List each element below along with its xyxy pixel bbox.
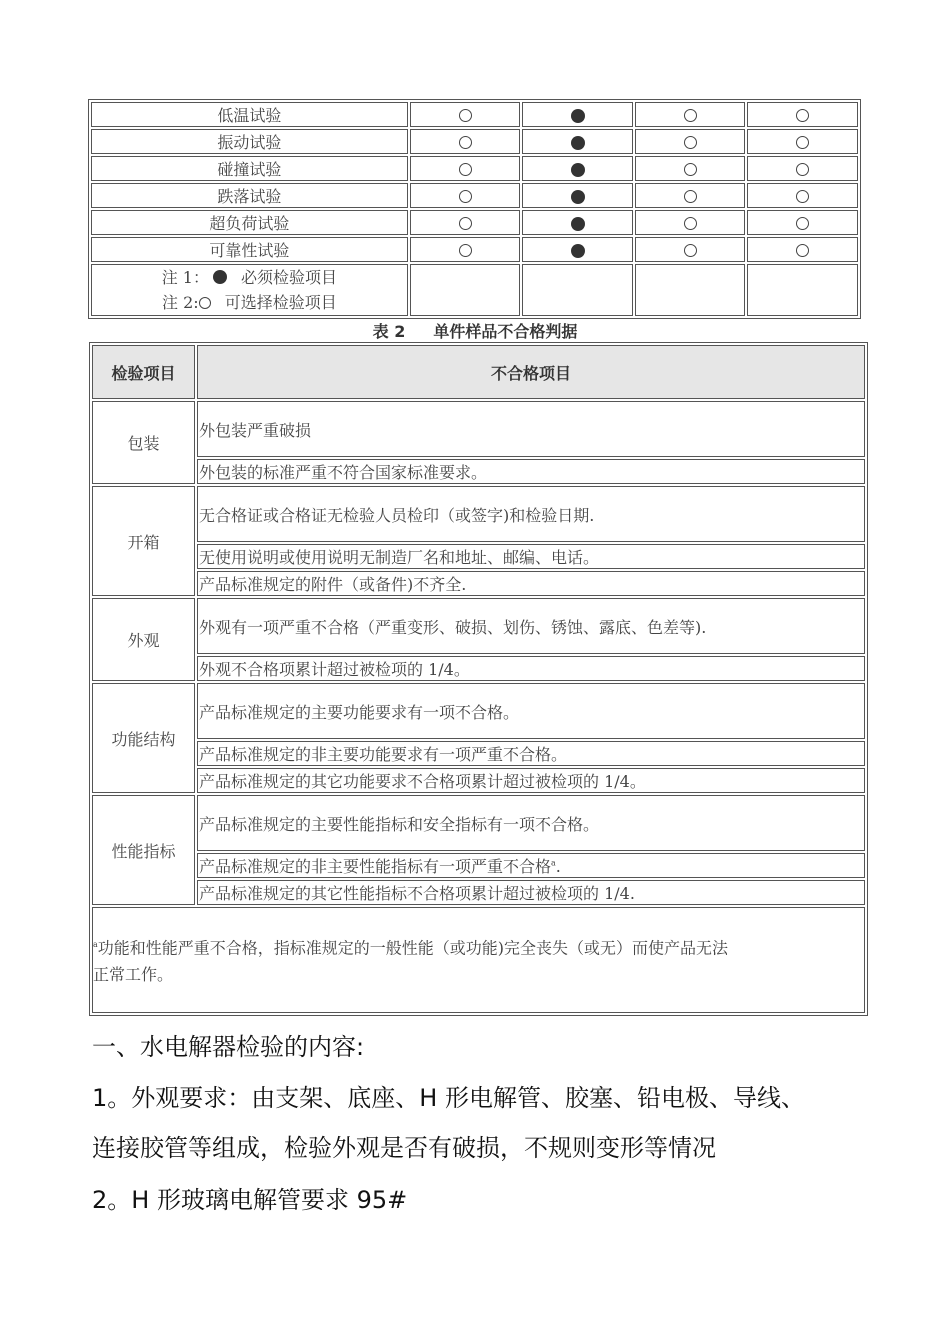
table-row [92, 486, 865, 542]
table-2-caption [0, 319, 950, 342]
mark-cell [635, 183, 746, 208]
note-2-prefix: 注 2: [162, 293, 199, 312]
mark-cell [522, 102, 633, 127]
table-row [92, 683, 865, 739]
mark-cell [635, 129, 746, 154]
mark-cell [747, 183, 858, 208]
table-row [92, 401, 865, 457]
category-cell: 功能结构 [92, 683, 195, 793]
mark-cell [522, 210, 633, 235]
criteria-cell [197, 656, 865, 681]
item-1-line-2: 连接胶管等组成，检验外观是否有破损，不规则变形等情况 [92, 1134, 716, 1162]
open-circle-icon [684, 163, 697, 176]
test-name: 可靠性试验 [91, 237, 408, 262]
header-nonconforming-item: 不合格项目 [197, 345, 865, 399]
open-circle-icon [684, 244, 697, 257]
test-name: 振动试验 [91, 129, 408, 154]
open-circle-icon [796, 244, 809, 257]
section-heading: 一、水电解器检验的内容: [92, 1033, 365, 1061]
filled-circle-icon [571, 190, 585, 204]
open-circle-icon [796, 109, 809, 122]
item-2: 2。H 形玻璃电解管要求 95# [92, 1186, 408, 1214]
criteria-cell [197, 880, 865, 905]
test-name: 低温试验 [91, 102, 408, 127]
empty-cell [635, 264, 746, 316]
criteria-cell [197, 853, 865, 878]
criteria-cell [197, 401, 865, 457]
table-row [92, 853, 865, 878]
empty-cell [410, 264, 521, 316]
open-circle-icon [684, 217, 697, 230]
test-row [91, 156, 858, 181]
criteria-cell [197, 459, 865, 484]
open-circle-icon [459, 109, 472, 122]
criteria-text: 产品标准规定的其它性能指标不合格项累计超过被检项的 1/4. [199, 884, 635, 903]
open-circle-icon [199, 297, 211, 309]
criteria-text: 产品标准规定的非主要功能要求有一项严重不合格。 [199, 745, 568, 764]
table-row [92, 880, 865, 905]
mark-cell [747, 129, 858, 154]
criteria-suffix: . [555, 857, 561, 876]
table-row [92, 741, 865, 766]
note-2-text: 可选择检验项目 [224, 293, 337, 312]
header-inspection-item: 检验项目 [92, 345, 195, 399]
mark-cell [410, 237, 521, 262]
open-circle-icon [684, 136, 697, 149]
test-row [91, 210, 858, 235]
test-row [91, 237, 858, 262]
test-row [91, 102, 858, 127]
mark-cell [522, 129, 633, 154]
nonconformity-criteria-table [89, 342, 868, 1016]
filled-circle-icon [571, 163, 585, 177]
mark-cell [522, 183, 633, 208]
category-cell: 包装 [92, 401, 195, 484]
mark-cell [635, 102, 746, 127]
test-items-table [88, 99, 861, 319]
criteria-text: 无合格证或合格证无检验人员检印（或签字)和检验日期. [199, 505, 595, 525]
table-row [92, 544, 865, 569]
filled-circle-icon [571, 109, 585, 123]
empty-cell [747, 264, 858, 316]
open-circle-icon [459, 190, 472, 203]
open-circle-icon [796, 163, 809, 176]
mark-cell [747, 156, 858, 181]
open-circle-icon [459, 163, 472, 176]
mark-cell [747, 102, 858, 127]
criteria-text: 产品标准规定的附件（或备件)不齐全. [199, 575, 467, 594]
test-name: 超负荷试验 [91, 210, 408, 235]
open-circle-icon [684, 109, 697, 122]
table-2-title: 单件样品不合格判据 [433, 322, 578, 341]
filled-circle-icon [571, 244, 585, 258]
criteria-text: 无使用说明或使用说明无制造厂名和地址、邮编、电话。 [199, 548, 600, 567]
test-name: 碰撞试验 [91, 156, 408, 181]
test-name: 跌落试验 [91, 183, 408, 208]
criteria-cell [197, 768, 865, 793]
item-1-line-1: 1。外观要求：由支架、底座、H 形电解管、胶塞、铅电极、导线、 [92, 1084, 805, 1112]
mark-cell [410, 156, 521, 181]
notes-cell [91, 264, 408, 316]
test-row [91, 183, 858, 208]
criteria-cell [197, 486, 865, 542]
test-row [91, 129, 858, 154]
criteria-text: 外包装的标准严重不符合国家标准要求。 [199, 463, 488, 482]
mark-cell [410, 183, 521, 208]
note-1-prefix: 注 1： [161, 268, 209, 287]
footnote-text-1: 功能和性能严重不合格，指标准规定的一般性能（或功能)完全丧失（或无）而使产品无法 [97, 938, 729, 958]
footnote-text-2: 正常工作。 [93, 964, 174, 984]
footnote-row [92, 907, 865, 1013]
open-circle-icon [459, 217, 472, 230]
category-cell: 外观 [92, 598, 195, 681]
criteria-text: 产品标准规定的非主要性能指标有一项严重不合格 [199, 857, 552, 876]
criteria-cell [197, 683, 865, 739]
open-circle-icon [459, 244, 472, 257]
criteria-cell [197, 544, 865, 569]
criteria-cell [197, 598, 865, 654]
criteria-text: 产品标准规定的主要功能要求有一项不合格。 [199, 702, 520, 722]
mark-cell [635, 237, 746, 262]
open-circle-icon [796, 217, 809, 230]
criteria-text: 产品标准规定的主要性能指标和安全指标有一项不合格。 [199, 814, 600, 834]
mark-cell [747, 237, 858, 262]
table-row [92, 459, 865, 484]
note-1-text: 必须检验项目 [240, 268, 337, 287]
filled-circle-icon [571, 136, 585, 150]
empty-cell [522, 264, 633, 316]
table-row [92, 795, 865, 851]
category-cell: 性能指标 [92, 795, 195, 905]
mark-cell [522, 156, 633, 181]
table-header-row [92, 345, 865, 399]
criteria-text: 外观不合格项累计超过被检项的 1/4。 [199, 660, 470, 679]
table-row [92, 571, 865, 596]
criteria-text: 产品标准规定的其它功能要求不合格项累计超过被检项的 1/4。 [199, 772, 646, 791]
footnote [92, 907, 865, 1013]
mark-cell [522, 237, 633, 262]
open-circle-icon [796, 190, 809, 203]
mark-cell [410, 210, 521, 235]
mark-cell [635, 210, 746, 235]
table-row [92, 768, 865, 793]
filled-circle-icon [213, 270, 227, 284]
category-cell: 开箱 [92, 486, 195, 596]
open-circle-icon [796, 136, 809, 149]
mark-cell [410, 129, 521, 154]
notes-row [91, 264, 858, 316]
footnote-ref: a [551, 858, 556, 868]
mark-cell [747, 210, 858, 235]
criteria-text: 外包装严重破损 [199, 420, 312, 440]
criteria-cell [197, 571, 865, 596]
mark-cell [410, 102, 521, 127]
criteria-cell [197, 741, 865, 766]
mark-cell [635, 156, 746, 181]
open-circle-icon [684, 190, 697, 203]
note-1 [92, 265, 407, 290]
filled-circle-icon [571, 217, 585, 231]
open-circle-icon [459, 136, 472, 149]
criteria-text: 外观有一项严重不合格（严重变形、破损、划伤、锈蚀、露底、色差等). [199, 617, 707, 637]
note-2 [92, 290, 407, 315]
criteria-cell [197, 795, 865, 851]
table-2-number: 表 2 [372, 322, 406, 341]
footnote-line-1 [93, 932, 854, 961]
footnote-mark: a [93, 940, 98, 950]
table-row [92, 656, 865, 681]
table-row [92, 598, 865, 654]
